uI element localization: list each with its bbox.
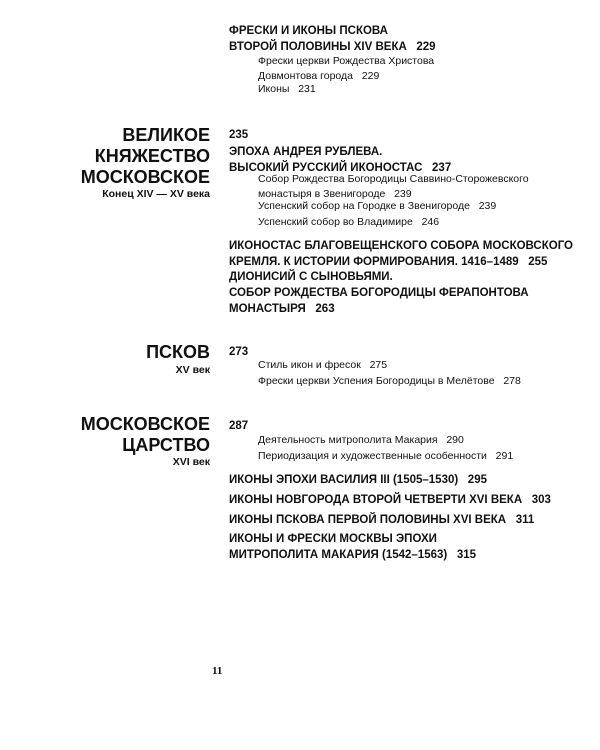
section-page-ref: 273 [229, 346, 249, 358]
title-line: МОСКОВСКОЕ [80, 167, 210, 187]
page-ref: 290 [446, 434, 464, 446]
toc-item [258, 172, 529, 202]
page-ref: 303 [531, 494, 551, 506]
toc-item: Периодизация и художественные особенности 291 [258, 450, 514, 462]
page-ref: 239 [478, 200, 497, 212]
page-ref: 291 [495, 450, 514, 462]
section-title-tsardom [81, 414, 210, 456]
section-title-pskov: ПСКОВ [146, 342, 210, 362]
title-line: КНЯЖЕСТВО [94, 146, 210, 166]
page-ref: 246 [421, 216, 440, 228]
page-number: 11 [212, 665, 223, 677]
toc-item: Фрески церкви Успения Богородицы в Мелётове 278 [258, 375, 521, 387]
page-ref: 255 [528, 256, 548, 268]
section-subtitle: Конец XIV — XV века [102, 188, 210, 200]
heading-line: СОБОР РОЖДЕСТВА БОГОРОДИЦЫ ФЕРАПОНТОВА [229, 287, 529, 299]
heading-line: ЭПОХА АНДРЕЯ РУБЛЕВА. [229, 146, 383, 158]
page-ref: 263 [315, 303, 335, 315]
heading-line: ВЫСОКИЙ РУССКИЙ ИКОНОСТАС 237 [229, 162, 452, 174]
heading-line: ВТОРОЙ ПОЛОВИНЫ XIV ВЕКА 229 [229, 41, 436, 53]
toc-item: Успенский собор на Городке в Звенигороде 239 [258, 200, 497, 212]
section-page-ref: 287 [229, 420, 249, 432]
section-subtitle: XV век [175, 364, 210, 376]
page-ref: 278 [503, 375, 521, 387]
page-ref: 237 [432, 162, 452, 174]
section-page-ref: 235 [229, 129, 249, 141]
page-ref: 239 [394, 188, 412, 200]
toc-heading: ИКОНЫ ЭПОХИ ВАСИЛИЯ III (1505–1530) 295 [229, 474, 487, 486]
toc-heading-annunciation [229, 238, 573, 270]
title-line: МОСКОВСКОЕ [80, 414, 210, 434]
heading-line: ФРЕСКИ И ИКОНЫ ПСКОВА [229, 25, 388, 37]
title-line: ЦАРСТВО [122, 435, 210, 455]
heading-line: ИКОНЫ И ФРЕСКИ МОСКВЫ ЭПОХИ [229, 533, 437, 545]
item-line: Собор Рождества Богородицы Саввино-Сторожевского [258, 173, 529, 185]
page-ref: 275 [369, 359, 388, 371]
page-ref: 315 [456, 549, 477, 561]
page-ref: 229 [361, 70, 380, 82]
item-line: Довмонтова города 229 [258, 70, 380, 82]
item-line: Фрески церкви Рождества Христова [258, 55, 435, 67]
toc-heading [229, 531, 476, 563]
section-subtitle: XVI век [172, 456, 210, 468]
heading-line: МОНАСТЫРЯ 263 [229, 303, 335, 315]
heading-line: МИТРОПОЛИТА МАКАРИЯ (1542–1563) 315 [229, 549, 477, 561]
toc-heading: ИКОНЫ НОВГОРОДА ВТОРОЙ ЧЕТВЕРТИ XVI ВЕКА 303 [229, 494, 551, 506]
page-ref: 311 [515, 514, 535, 526]
page-ref: 231 [298, 83, 316, 95]
section-title-grand-duchy [81, 125, 210, 188]
toc-item: Успенский собор во Владимире 246 [258, 216, 440, 228]
heading-line: ИКОНОСТАС БЛАГОВЕЩЕНСКОГО СОБОРА МОСКОВСКОГО [229, 240, 574, 252]
toc-heading-dionisy [229, 269, 529, 317]
page-ref: 295 [467, 474, 487, 486]
toc-item: Иконы 231 [258, 83, 316, 95]
toc-heading-pskov-frescoes [229, 23, 436, 55]
heading-line: ДИОНИСИЙ С СЫНОВЬЯМИ. [229, 271, 393, 283]
heading-line: КРЕМЛЯ. К ИСТОРИИ ФОРМИРОВАНИЯ. 1416–1489 255 [229, 256, 548, 268]
toc-item [258, 54, 434, 84]
item-line: монастыря в Звенигороде 239 [258, 188, 412, 200]
toc-heading: ИКОНЫ ПСКОВА ПЕРВОЙ ПОЛОВИНЫ XVI ВЕКА 311 [229, 514, 535, 526]
toc-item: Деятельность митрополита Макария 290 [258, 434, 464, 446]
toc-item: Стиль икон и фресок 275 [258, 359, 388, 371]
title-line: ВЕЛИКОЕ [122, 125, 210, 145]
page-ref: 229 [416, 41, 436, 53]
